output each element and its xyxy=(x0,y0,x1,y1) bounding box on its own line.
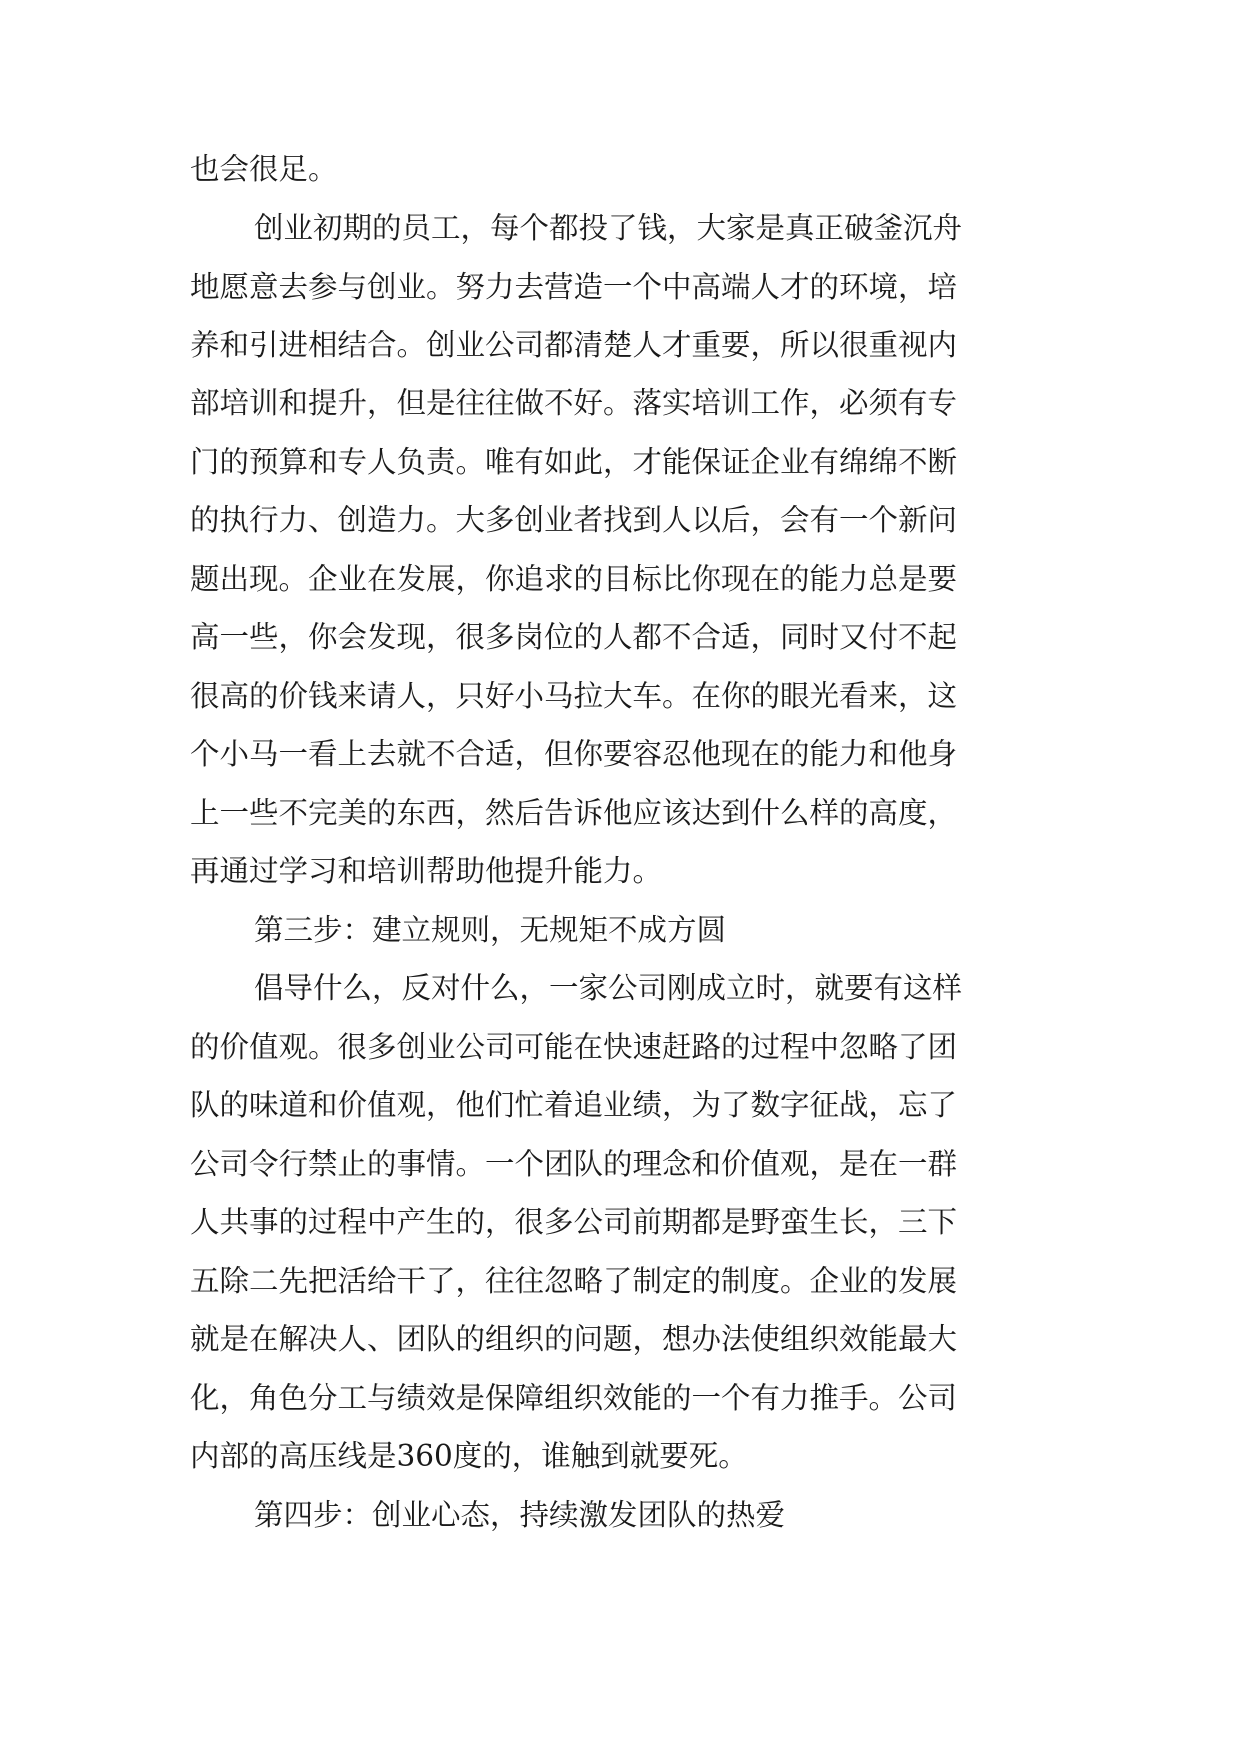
text-line: 个小马一看上去就不合适，但你要容忍他现在的能力和他身 xyxy=(190,737,958,771)
text-line: 人共事的过程中产生的，很多公司前期都是野蛮生长，三下 xyxy=(190,1205,958,1239)
text-line: 的执行力、创造力。大多创业者找到人以后，会有一个新问 xyxy=(190,503,958,537)
text-line: 很高的价钱来请人，只好小马拉大车。在你的眼光看来，这 xyxy=(190,679,958,713)
text-line: 再通过学习和培训帮助他提升能力。 xyxy=(190,854,663,888)
text-line: 养和引进相结合。创业公司都清楚人才重要，所以很重视内 xyxy=(190,328,958,362)
text-line: 队的味道和价值观，他们忙着追业绩，为了数字征战，忘了 xyxy=(190,1088,958,1122)
text-line: 内部的高压线是360度的，谁触到就要死。 xyxy=(190,1439,748,1473)
section-heading: 第三步：建立规则，无规矩不成方圆 xyxy=(254,913,727,947)
text-line: 创业初期的员工，每个都投了钱，大家是真正破釜沉舟 xyxy=(254,211,963,245)
text-line: 也会很足。 xyxy=(190,152,338,186)
section-heading: 第四步：创业心态，持续激发团队的热爱 xyxy=(254,1498,786,1532)
text-line: 门的预算和专人负责。唯有如此，才能保证企业有绵绵不断 xyxy=(190,445,958,479)
text-line: 地愿意去参与创业。努力去营造一个中高端人才的环境，培 xyxy=(190,270,958,304)
text-line: 五除二先把活给干了，往往忽略了制定的制度。企业的发展 xyxy=(190,1264,958,1298)
text-line: 的价值观。很多创业公司可能在快速赶路的过程中忽略了团 xyxy=(190,1030,958,1064)
text-line: 题出现。企业在发展，你追求的目标比你现在的能力总是要 xyxy=(190,562,958,596)
text-line: 就是在解决人、团队的组织的问题，想办法使组织效能最大 xyxy=(190,1322,958,1356)
text-line: 部培训和提升，但是往往做不好。落实培训工作，必须有专 xyxy=(190,386,958,420)
text-line: 倡导什么，反对什么，一家公司刚成立时，就要有这样 xyxy=(254,971,963,1005)
text-line: 公司令行禁止的事情。一个团队的理念和价值观，是在一群 xyxy=(190,1147,958,1181)
text-line: 高一些，你会发现，很多岗位的人都不合适，同时又付不起 xyxy=(190,620,958,654)
text-line: 上一些不完美的东西，然后告诉他应该达到什么样的高度， xyxy=(190,796,958,830)
text-line: 化，角色分工与绩效是保障组织效能的一个有力推手。公司 xyxy=(190,1381,958,1415)
